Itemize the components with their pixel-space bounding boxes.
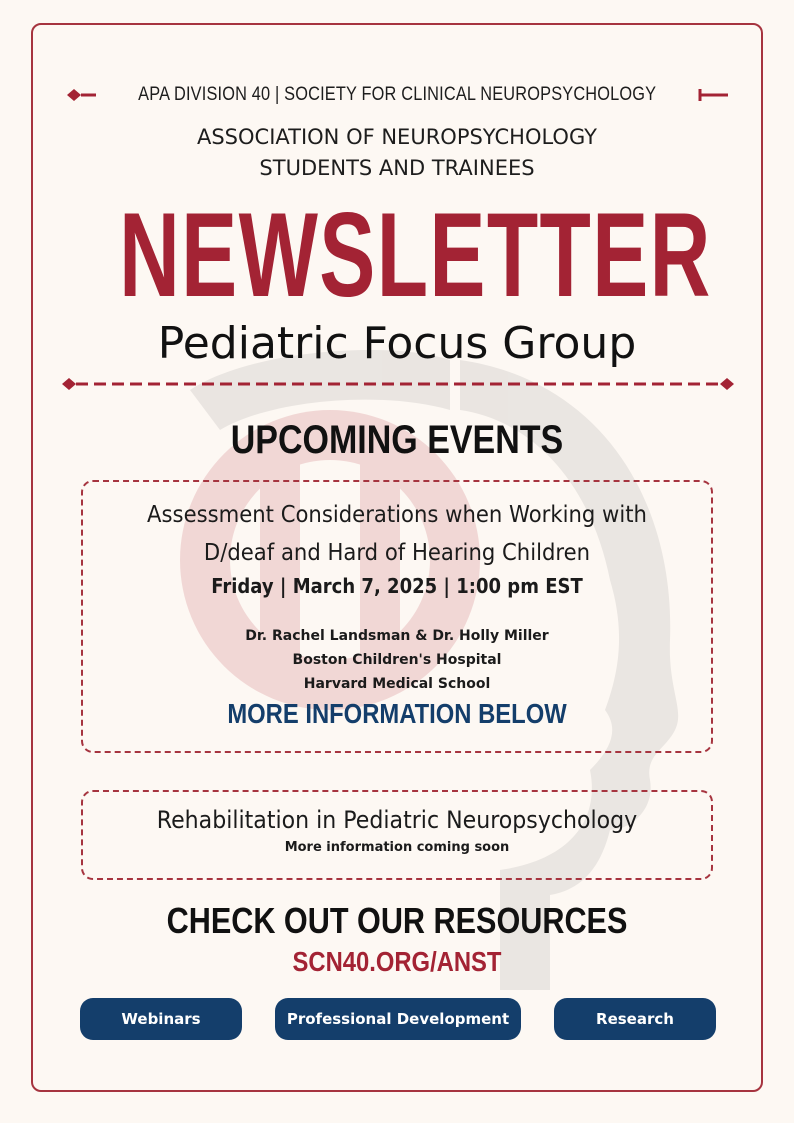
event1-speakers-block xyxy=(83,624,711,696)
association-name xyxy=(0,122,794,184)
research-button[interactable]: Research xyxy=(554,998,716,1040)
focus-group-subtitle: Pediatric Focus Group xyxy=(157,318,637,369)
resources-heading: CHECK OUT OUR RESOURCES xyxy=(166,900,628,941)
event-card-rehabilitation xyxy=(81,790,713,880)
right-ornament-icon xyxy=(698,87,728,103)
left-ornament-icon xyxy=(66,87,96,103)
event1-org-1: Boston Children's Hospital xyxy=(292,652,502,668)
association-line-1: ASSOCIATION OF NEUROPSYCHOLOGY xyxy=(196,125,598,149)
webinars-button[interactable]: Webinars xyxy=(80,998,242,1040)
event2-title: Rehabilitation in Pediatric Neuropsychology xyxy=(156,806,638,834)
event1-org-2: Harvard Medical School xyxy=(303,676,491,692)
professional-development-button[interactable]: Professional Development xyxy=(275,998,521,1040)
section-divider xyxy=(62,377,734,391)
resources-url-link[interactable]: SCN40.ORG/ANST xyxy=(292,946,502,977)
division-label: APA DIVISION 40 | SOCIETY FOR CLINICAL NEUROPSYCHOLOGY xyxy=(137,84,657,105)
upcoming-events-heading: UPCOMING EVENTS xyxy=(230,418,564,462)
newsletter-title: NEWSLETTER xyxy=(119,188,712,322)
event1-title-line-1: Assessment Considerations when Working with xyxy=(147,502,647,528)
event-card-assessment xyxy=(81,480,713,753)
division-row xyxy=(66,82,728,108)
more-information-link[interactable]: MORE INFORMATION BELOW xyxy=(227,698,567,729)
association-line-2: STUDENTS AND TRAINEES xyxy=(259,156,535,180)
event1-title-line-2: D/deaf and Hard of Hearing Children xyxy=(203,540,591,566)
event1-title xyxy=(108,496,686,572)
event2-note: More information coming soon xyxy=(284,840,510,855)
event1-date: Friday | March 7, 2025 | 1:00 pm EST xyxy=(211,574,583,598)
event1-speakers: Dr. Rachel Landsman & Dr. Holly Miller xyxy=(245,628,549,644)
